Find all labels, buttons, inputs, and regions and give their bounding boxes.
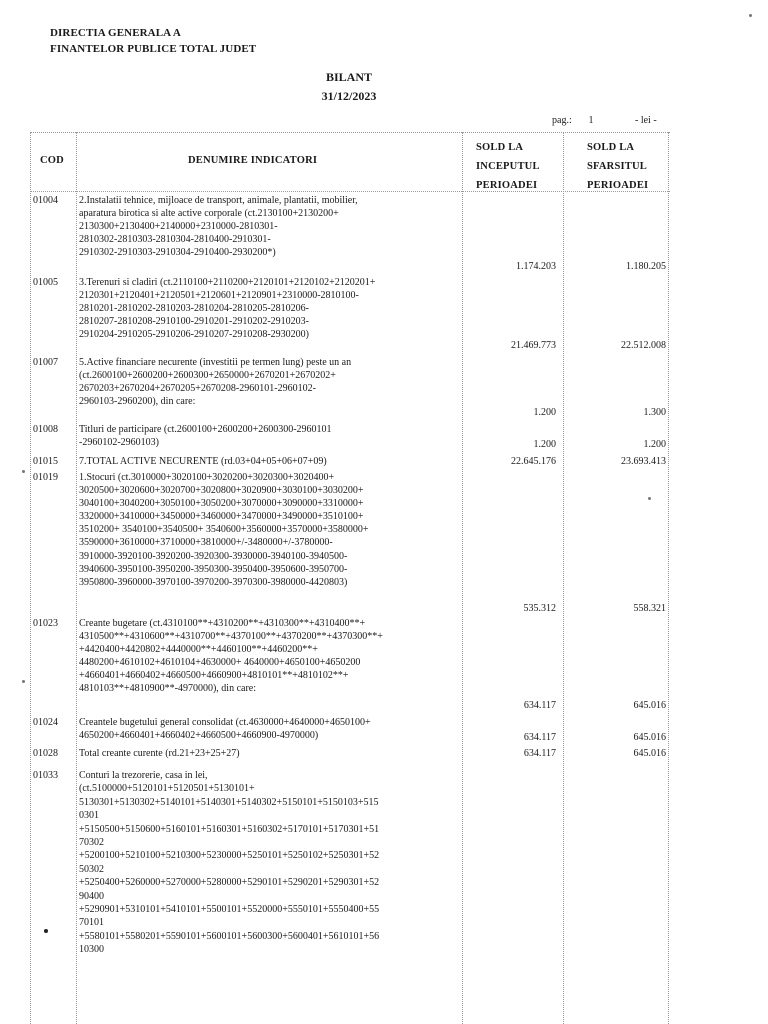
row-code: 01028 <box>33 748 58 759</box>
row-start-balance: 634.117 <box>523 700 556 711</box>
organization-name-line1: DIRECTIA GENERALA A <box>50 27 181 39</box>
column-divider-name <box>462 132 463 1024</box>
row-code: 01008 <box>33 424 58 435</box>
row-description: 3.Terenuri si cladiri (ct.2110100+2110200+2120101+2120102+2120201+ 2120301+2120401+2120501+2120601+2120901+2310000-2810100- 2810201-2810202-2810203-2810204-2810205-2810206- 2810207-2810208-2910100-2910201-2910202-2910203- 2910204-2910205-2910206-2910207-2910208-2930200) <box>79 277 376 341</box>
document-date: 31/12/2023 <box>321 89 377 103</box>
scan-mark-dot <box>648 497 651 500</box>
row-start-balance: 1.200 <box>533 439 556 450</box>
row-end-balance: 645.016 <box>633 748 666 759</box>
row-start-balance: 535.312 <box>523 603 556 614</box>
row-end-balance: 1.200 <box>643 439 666 450</box>
row-code: 01005 <box>33 277 58 288</box>
row-end-balance: 1.300 <box>643 407 666 418</box>
organization-name-line2: FINANTELOR PUBLICE TOTAL JUDET <box>50 43 257 55</box>
column-header-name: DENUMIRE INDICATORI <box>188 155 318 166</box>
row-code: 01015 <box>33 456 58 467</box>
row-end-balance: 558.321 <box>633 603 666 614</box>
row-description: 5.Active financiare necurente (investitii pe termen lung) peste un an (ct.2600100+2600200+2600300+2650000+2670201+2670202+ 2670203+2670204+2670205+2670208-2960101-2960102- 2960103-2960200), din care: <box>79 357 352 408</box>
row-description: Creante bugetare (ct.4310100**+4310200**+4310300**+4310400**+ 4310500**+4310600**+4310700**+4370100**+4370200**+4370300**+ +4420400+4420802+4440000**+4460100**+4460200**+ 4480200+4610102+4610104+4630000+ 4640000+4650100+4650200 +4660401+4660402+4660500+4660900+4810101**+4810102**+ 4810103**+4810900**-4970000), din care: <box>79 618 383 695</box>
row-end-balance: 1.180.205 <box>626 261 666 272</box>
column-header-start-balance <box>476 138 556 195</box>
row-code: 01019 <box>33 472 58 483</box>
column-header-end-line2: SFARSITUL <box>587 161 647 172</box>
column-header-start-line2: INCEPUTUL <box>476 161 540 172</box>
column-header-end-line3: PERIOADEI <box>587 180 649 191</box>
column-header-end-balance <box>587 138 667 195</box>
table-border-right <box>668 132 669 1024</box>
column-divider-start <box>563 132 564 1024</box>
row-end-balance: 645.016 <box>633 732 666 743</box>
table-top-rule <box>30 132 670 133</box>
scan-mark-dot <box>22 680 25 683</box>
column-header-end-line1: SOLD LA <box>587 142 635 153</box>
currency-label: - lei - <box>635 115 657 126</box>
column-header-code: COD <box>40 155 64 166</box>
row-code: 01007 <box>33 357 58 368</box>
row-start-balance: 1.200 <box>533 407 556 418</box>
page-number: 1 <box>588 115 594 126</box>
table-border-left <box>30 132 31 1024</box>
row-start-balance: 1.174.203 <box>516 261 556 272</box>
column-header-start-line1: SOLD LA <box>476 142 524 153</box>
scan-mark-dot <box>22 470 25 473</box>
row-description: Titluri de participare (ct.2600100+2600200+2600300-2960101 -2960102-2960103) <box>79 424 332 449</box>
row-description: 1.Stocuri (ct.3010000+3020100+3020200+3020300+3020400+ 3020500+3020600+3020700+3020800+3020900+3030100+3030200+ 3040100+3040200+3050100+3050200+3070000+3090000+3310000+ 3320000+3410000+3450000+3460000+3470000+3490000+3510100+ 3510200+ 3540100+3540500+ 3540600+3560000+3570000+3580000+ 3590000+3610000+3710000+3810000+/-3480000+/-3780000- 3910000-3920100-3920200-3920300-3930000-3940100-3940500- 3940600-3950100-3950200-3950300-3950400-3950600-3950700- 3950800-3960000-3970100-3970200-3970300-3980000-4420803) <box>79 472 369 588</box>
row-start-balance: 22.645.176 <box>511 456 556 467</box>
row-start-balance: 21.469.773 <box>511 340 556 351</box>
scan-mark-bullet <box>44 929 48 933</box>
document-title: BILANT <box>325 70 372 84</box>
row-code: 01023 <box>33 618 58 629</box>
row-end-balance: 645.016 <box>633 700 666 711</box>
scan-mark-dot <box>749 14 752 17</box>
row-end-balance: 23.693.413 <box>621 456 666 467</box>
row-start-balance: 634.117 <box>523 748 556 759</box>
row-code: 01024 <box>33 717 58 728</box>
table-header-rule <box>30 191 670 192</box>
row-description: Total creante curente (rd.21+23+25+27) <box>79 748 240 759</box>
page-info <box>552 115 657 126</box>
row-description: 7.TOTAL ACTIVE NECURENTE (rd.03+04+05+06+07+09) <box>79 456 327 467</box>
row-start-balance: 634.117 <box>523 732 556 743</box>
row-code: 01004 <box>33 195 58 206</box>
row-end-balance: 22.512.008 <box>621 340 666 351</box>
row-description: 2.Instalatii tehnice, mijloace de transport, animale, plantatii, mobilier, aparatura birotica si alte active corporale (ct.2130100+2130200+ 2130300+2130400+2140000+2310000-2810301- 2810302-2810303-2810304-2810400-2910301- 2910302-2910303-2910304-2910400-2930200*) <box>79 195 358 259</box>
column-header-start-line3: PERIOADEI <box>476 180 538 191</box>
row-description: Conturi la trezorerie, casa in lei, (ct.5100000+5120101+5120501+5130101+ 5130301+5130302+5140101+5140301+5140302+5150101+5150103+515 0301 +5150500+5150600+5160101+5160301+5160302+5170101+5170301+51 70302 +5200100+5210100+5210300+5230000+5250101+5250102+5250301+52 50302 +5250400+5260000+5270000+5280000+5290101+5290201+5290301+52 90400 +5290901+5310101+5410101+5500101+5520000+5550101+5550400+55 70101 +5580101+5580201+5590101+5600101+5600300+5600401+5610101+56 10300 <box>79 770 380 956</box>
page-label: pag.: <box>552 115 572 126</box>
column-divider-code <box>76 132 77 1024</box>
row-code: 01033 <box>33 770 58 781</box>
row-description: Creantele bugetului general consolidat (ct.4630000+4640000+4650100+ 4650200+4660401+4660402+4660500+4660900-4970000) <box>79 717 371 742</box>
